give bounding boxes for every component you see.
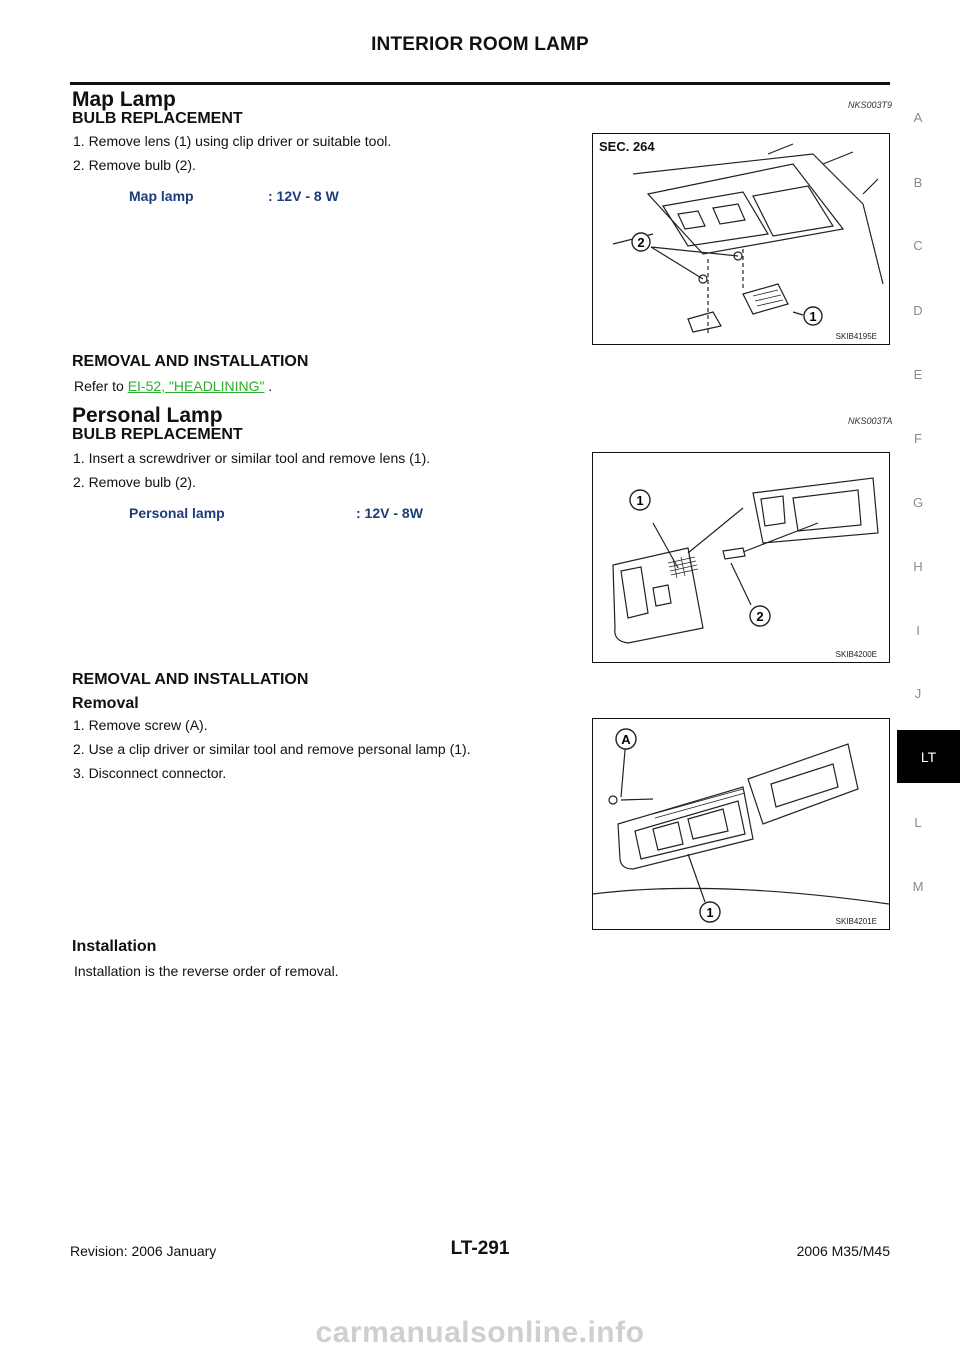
index-letter-d[interactable]: D (913, 303, 923, 318)
personal-lamp-spec-value: : 12V - 8W (356, 505, 423, 521)
ri-suffix: . (264, 378, 273, 394)
map-lamp-figure (592, 133, 890, 345)
callout-2: 2 (637, 235, 645, 250)
callout-2: 2 (756, 609, 764, 624)
header-divider (70, 82, 890, 85)
map-lamp-step-2: 2. Remove bulb (2). (73, 157, 196, 173)
map-lamp-bulb-heading: BULB REPLACEMENT (72, 110, 243, 127)
personal-lamp-code: NKS003TA (848, 416, 893, 426)
ri-prefix: Refer to (74, 378, 128, 394)
callout-1: 1 (809, 309, 817, 324)
removal-illustration (593, 719, 889, 929)
removal-heading: Removal (72, 695, 139, 712)
figure-id: SKIB4201E (835, 917, 877, 926)
map-lamp-ri-text (74, 378, 272, 394)
footer-page-number: LT-291 (450, 1238, 510, 1259)
removal-figure (592, 718, 890, 930)
map-lamp-step-1: 1. Remove lens (1) using clip driver or suitable tool. (73, 133, 392, 149)
index-letter-j[interactable]: J (914, 686, 922, 701)
map-lamp-spec-label: Map lamp (129, 188, 194, 204)
index-letter-a[interactable]: A (913, 110, 923, 125)
index-letter-b[interactable]: B (913, 175, 923, 190)
figure-id: SKIB4195E (835, 332, 877, 341)
personal-lamp-title: Personal Lamp (72, 404, 223, 427)
index-letter-g[interactable]: G (912, 495, 924, 510)
callout-1: 1 (706, 905, 714, 920)
personal-lamp-illustration (593, 453, 889, 662)
map-lamp-title: Map Lamp (72, 88, 176, 111)
footer-model: 2006 M35/M45 (796, 1243, 890, 1259)
index-letter-l[interactable]: L (914, 815, 922, 830)
installation-text: Installation is the reverse order of removal. (74, 963, 339, 979)
map-lamp-spec-value: : 12V - 8 W (268, 188, 339, 204)
personal-lamp-step-1: 1. Insert a screwdriver or similar tool and remove lens (1). (73, 450, 431, 466)
map-lamp-ri-heading: REMOVAL AND INSTALLATION (72, 353, 309, 370)
index-letter-m[interactable]: M (912, 879, 924, 894)
removal-step-1: 1. Remove screw (A). (73, 717, 208, 733)
index-letter-i[interactable]: I (916, 623, 920, 638)
installation-heading: Installation (72, 938, 157, 955)
page-title: INTERIOR ROOM LAMP (371, 34, 589, 55)
callout-a: A (621, 732, 631, 747)
index-letter-f[interactable]: F (914, 431, 922, 446)
index-letter-e[interactable]: E (913, 367, 923, 382)
headlining-link[interactable]: EI-52, "HEADLINING" (127, 378, 265, 394)
personal-lamp-step-2: 2. Remove bulb (2). (73, 474, 196, 490)
removal-step-2: 2. Use a clip driver or similar tool and remove personal lamp (1). (73, 741, 471, 757)
index-letter-h[interactable]: H (913, 559, 923, 574)
callout-1: 1 (636, 493, 644, 508)
index-letter-c[interactable]: C (913, 238, 923, 253)
footer-revision: Revision: 2006 January (70, 1243, 217, 1259)
personal-lamp-spec-label: Personal lamp (129, 505, 225, 521)
map-lamp-illustration (593, 134, 889, 344)
removal-step-3: 3. Disconnect connector. (73, 765, 227, 781)
figure-section-label: SEC. 264 (599, 139, 655, 154)
personal-lamp-figure (592, 452, 890, 663)
figure-id: SKIB4200E (835, 650, 877, 659)
personal-lamp-bulb-heading: BULB REPLACEMENT (72, 426, 243, 443)
index-tab-lt-active[interactable]: LT (897, 730, 960, 783)
watermark: carmanualsonline.info (315, 1316, 645, 1349)
map-lamp-code: NKS003T9 (848, 100, 893, 110)
personal-lamp-ri-heading: REMOVAL AND INSTALLATION (72, 671, 309, 688)
